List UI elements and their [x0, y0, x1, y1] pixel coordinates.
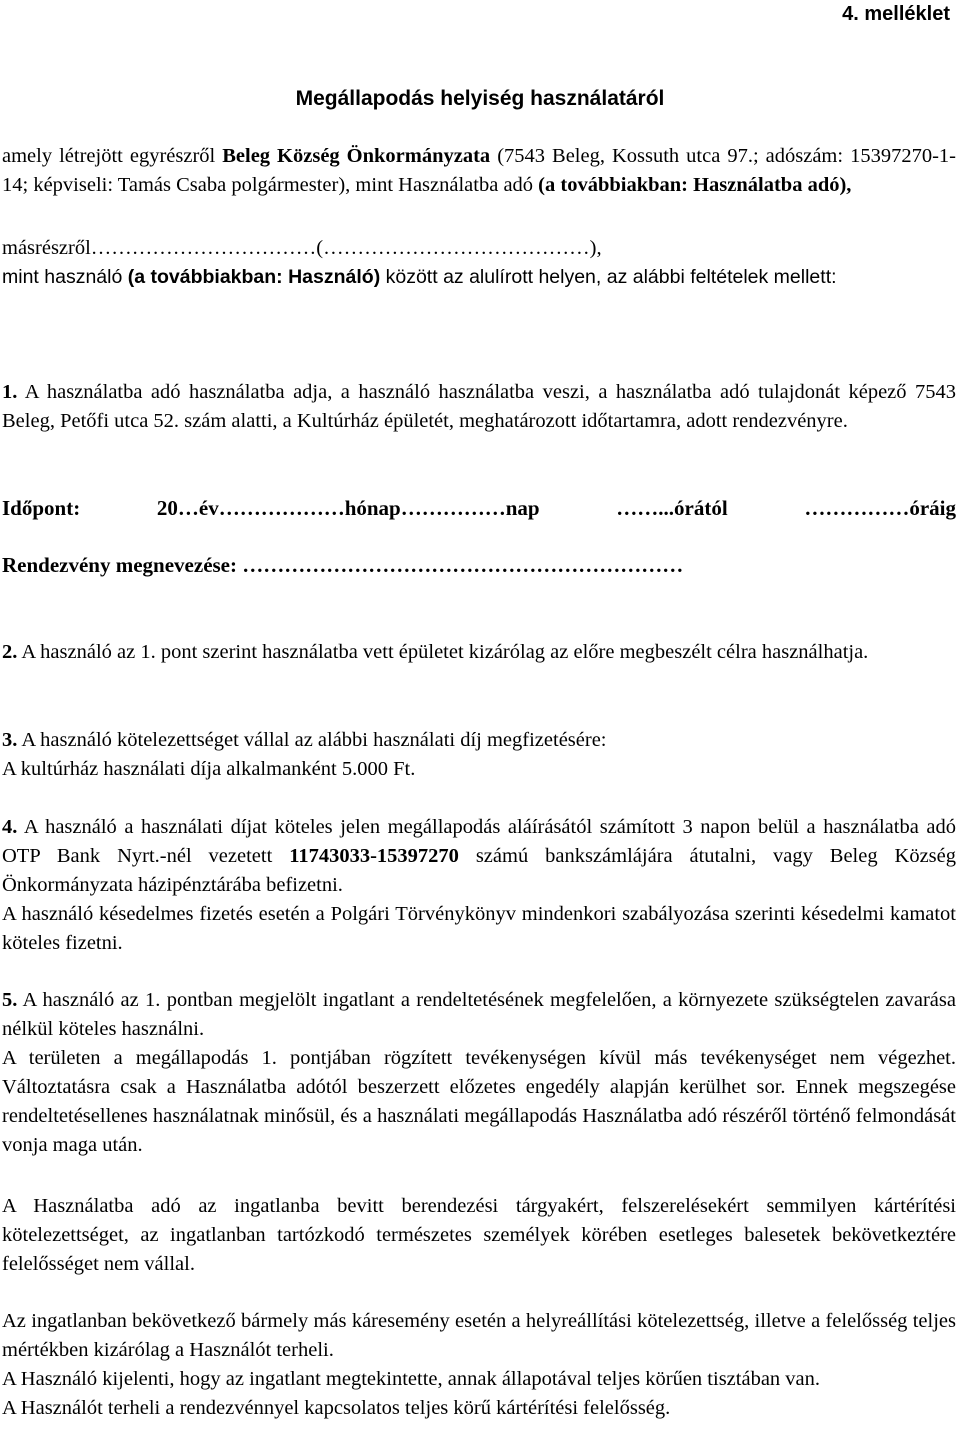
event-name-field — [2, 551, 956, 580]
second-party-paragraph — [2, 234, 956, 292]
party2-alias: (a továbbiakban: Használó) — [127, 266, 381, 288]
point-5 — [2, 986, 956, 1160]
point-4-text-a: A használó a használati díjat köteles jelen megállapodás aláírásától számított 3 napon belül a használatba adó OTP Bank Nyrt.-nél vezetett — [2, 816, 956, 867]
point-4-text-b: számú bankszámlájára átutalni, vagy Beleg Község Önkormányzata házipénztárába befizetni. — [2, 845, 956, 896]
point-1-text: A használatba adó használatba adja, a használó használatba veszi, a használatba adó tulajdonát képező 7543 Beleg, Petőfi utca 52. szám alatti, a Kultúrház épületét, meghatározott időtartamra, adott rendezvényre. — [2, 381, 956, 432]
second-party-line: másrészről……………………………(…………………………………), — [2, 237, 602, 259]
event-damage-text: A Használót terheli a rendezvénnyel kapcsolatos teljes körű kártérítési felelősség. — [2, 1397, 671, 1419]
bank-account-number: 11743033-15397270 — [289, 845, 459, 867]
event-line: Rendezvény megnevezése: ……………………………………………………… — [2, 553, 684, 577]
annex-label: 4. melléklet — [842, 3, 950, 25]
point-5-number: 5. — [2, 989, 18, 1011]
document-title: Megállapodás helyiség használatáról — [295, 87, 665, 110]
late-payment-text: A használó késedelmes fizetés esetén a Polgári Törvénykönyv mindenkori szabályozása szerinti késedelmi kamatot köteles fizetni. — [2, 903, 956, 954]
intro-text-1: amely létrejött egyrészről — [2, 145, 223, 167]
damage-text: Az ingatlanban bekövetkező bármely más káresemény esetén a helyreállítási kötelezettség, illetve a felelősség teljes mértékben kizárólag a Használót terheli. — [2, 1310, 956, 1361]
schedule-line: Időpont: 20…év………………hónap……………nap ……...órától ……………óráig — [2, 496, 956, 520]
point-3 — [2, 726, 956, 784]
intro-text-4: között az alulírott helyen, az alábbi feltételek mellett: — [380, 266, 837, 288]
damage-paragraph — [2, 1307, 956, 1423]
point-1-number: 1. — [2, 381, 18, 403]
point-2 — [2, 638, 956, 667]
inspected-text: A Használó kijelenti, hogy az ingatlant megtekintette, annak állapotával teljes körűen tisztában van. — [2, 1368, 821, 1390]
point-5-text-2: A területen a megállapodás 1. pontjában rögzített tevékenységen kívül más tevékenységet nem végezhet. Változtatásra csak a Használatba adótól beszerzett előzetes engedély alapján kerülhet sor. Ennek megszegése rendeltetésellenes használatnak minősül, és a használati megállapodás Használatba adó részéről történő felmondását vonja maga után. — [2, 1047, 956, 1156]
schedule-field — [2, 494, 956, 523]
fee-line: A kultúrház használati díja alkalmanként 5.000 Ft. — [2, 758, 416, 780]
point-1 — [2, 378, 956, 436]
point-3-number: 3. — [2, 729, 18, 751]
point-2-text: A használó az 1. pont szerint használatba vett épületet kizárólag az előre megbeszélt célra használhatja. — [17, 641, 869, 663]
party1-name: Beleg Község Önkormányzata — [222, 145, 491, 167]
intro-text-3: mint használó — [2, 266, 128, 288]
point-2-number: 2. — [2, 641, 18, 663]
point-4-number: 4. — [2, 816, 18, 838]
party1-alias: (a továbbiakban: Használatba adó), — [538, 174, 852, 196]
point-5-text: A használó az 1. pontban megjelölt ingatlant a rendeltetésének megfelelően, a környezete szükségtelen zavarása nélkül köteles használni. — [2, 989, 956, 1040]
intro-text-2: (7543 Beleg, Kossuth utca 97.; adószám: 15397270-1-14; képviseli: Tamás Csaba polgármester), mint Használatba adó — [2, 145, 956, 196]
point-3-text: A használó kötelezettséget vállal az alábbi használati díj megfizetésére: — [17, 729, 607, 751]
point-4 — [2, 813, 956, 958]
intro-paragraph — [2, 142, 956, 200]
liability-paragraph: A Használatba adó az ingatlanba bevitt berendezési tárgyakért, felszerelésekért semmilyen kártérítési kötelezettséget, az ingatlanban tartózkodó természetes személyek körében esetleges balesetek bekövetkeztére felelősséget nem vállal. — [2, 1195, 956, 1275]
